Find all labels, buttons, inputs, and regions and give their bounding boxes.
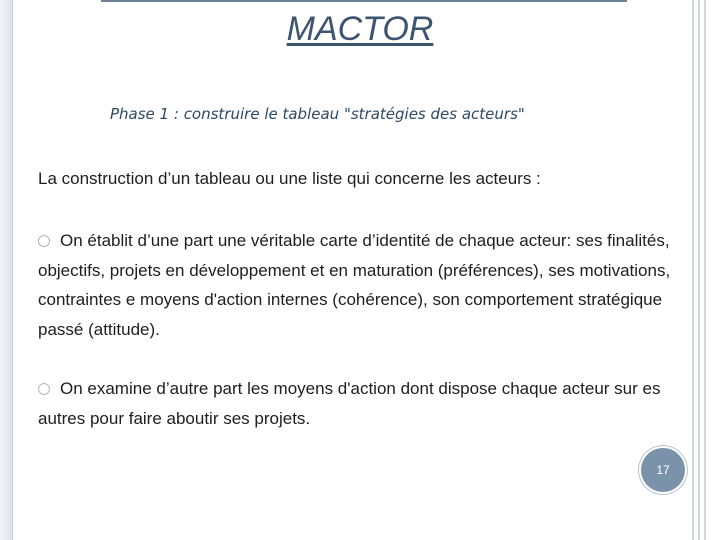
right-frame-line [698, 0, 700, 540]
bullet-text: On établit d’une part une véritable carte d’identité de chaque acteur: ses finalités, objectifs, projets en développement et en maturation (préférences), ses motivations, contraintes e moyens d'action internes (cohérence), son comportement stratégique passé (attitude). [38, 231, 671, 339]
right-frame-line [704, 0, 706, 540]
top-rule [101, 0, 627, 2]
bullet-circle-icon [38, 235, 50, 247]
bullet-item [38, 374, 678, 433]
right-frame-band [684, 0, 720, 540]
intro-text: La construction d’un tableau ou une liste qui concerne les acteurs : [38, 169, 541, 188]
bullet-circle-icon [38, 383, 50, 395]
slide-title: MACTOR [286, 10, 434, 48]
left-frame-band [0, 0, 13, 540]
slide-subtitle: Phase 1 : construire le tableau "stratégies des acteurs" [110, 105, 525, 123]
right-frame-line [692, 0, 694, 540]
bullet-text: On examine d’autre part les moyens d'action dont dispose chaque acteur sur es autres pour faire aboutir ses projets. [38, 379, 661, 428]
page-number: 17 [656, 463, 670, 477]
page-number-badge [641, 448, 685, 492]
bullet-item [38, 226, 678, 344]
